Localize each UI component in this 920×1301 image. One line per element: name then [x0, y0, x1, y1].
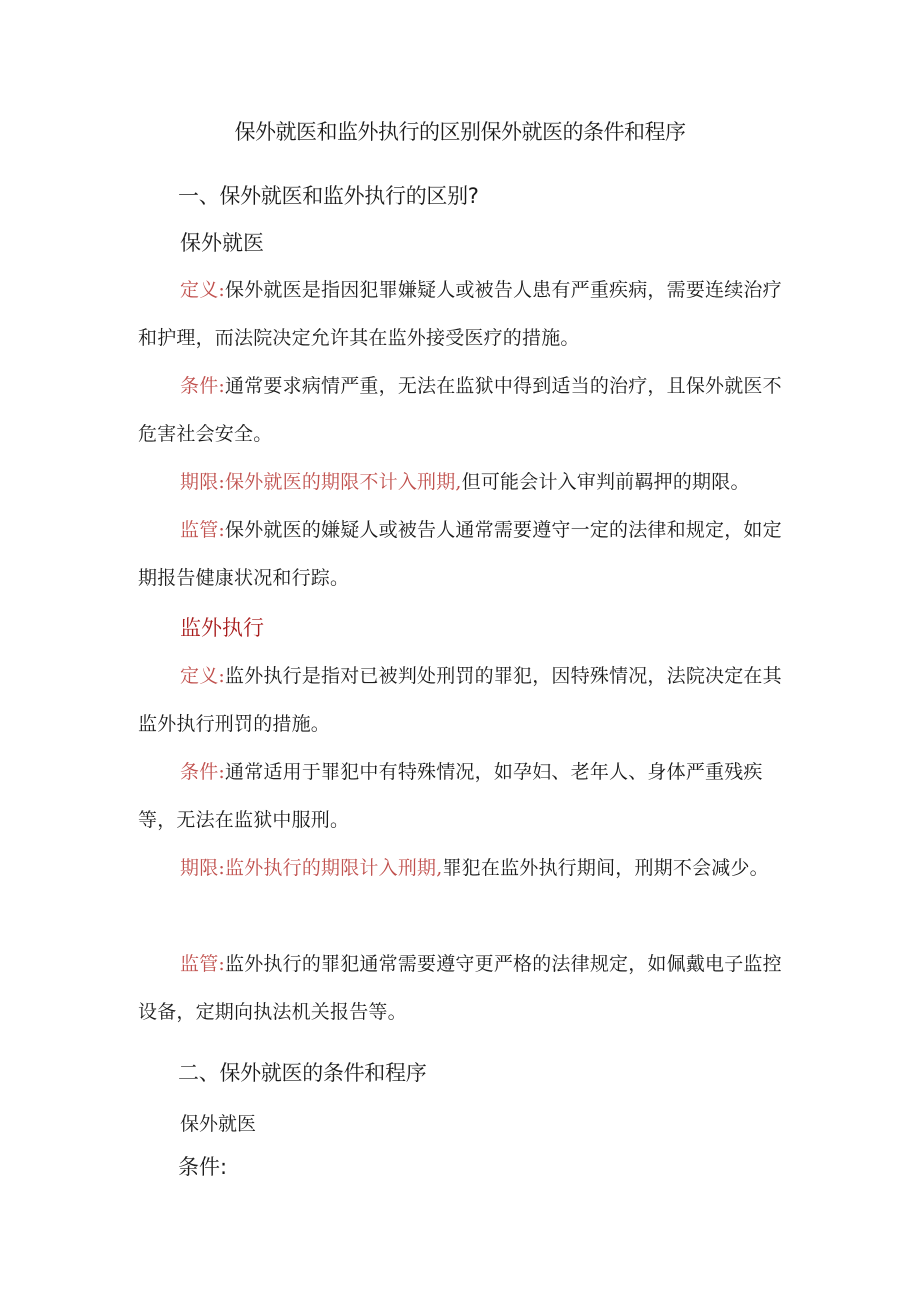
condition-label: 条件:	[180, 761, 226, 783]
baowai-term	[138, 458, 818, 506]
supervision-label: 监管:	[180, 519, 226, 541]
jianwai-term	[138, 844, 798, 892]
definition-text: 保外就医是指因犯罪嫌疑人或被告人患有严重疾病，需要连续治疗和护理，而法院决定允许其在监外接受医疗的措施。	[138, 279, 782, 349]
baowai-condition	[138, 362, 798, 458]
definition-label: 定义:	[180, 279, 226, 301]
jianwai-definition	[138, 652, 798, 748]
section-2-condition-heading: 条件:	[178, 1155, 228, 1179]
baowai-heading: 保外就医	[180, 231, 264, 255]
term-label: 期限:	[180, 471, 226, 493]
definition-label: 定义:	[180, 665, 226, 687]
supervision-text: 保外就医的嫌疑人或被告人通常需要遵守一定的法律和规定，如定期报告健康状况和行踪。	[138, 519, 782, 589]
term-text: 罪犯在监外执行期间，刑期不会减少。	[442, 857, 769, 879]
term-highlight: 保外就医的期限不计入刑期,	[225, 471, 462, 493]
supervision-label: 监管:	[180, 953, 226, 975]
jianwai-heading: 监外执行	[180, 616, 264, 640]
condition-text: 通常适用于罪犯中有特殊情况，如孕妇、老年人、身体严重残疾等，无法在监狱中服刑。	[138, 761, 763, 831]
term-text: 但可能会计入审判前羁押的期限。	[461, 471, 750, 493]
jianwai-condition	[138, 748, 798, 844]
baowai-supervision	[138, 506, 798, 602]
jianwai-supervision	[138, 940, 798, 1036]
section-2-subheading: 保外就医	[180, 1113, 257, 1135]
supervision-text: 监外执行的罪犯通常需要遵守更严格的法律规定，如佩戴电子监控设备，定期向执法机关报告等。	[138, 953, 782, 1023]
term-label: 期限:	[180, 857, 226, 879]
document-title: 保外就医和监外执行的区别保外就医的条件和程序	[234, 120, 686, 144]
baowai-definition	[138, 266, 798, 362]
condition-text: 通常要求病情严重，无法在监狱中得到适当的治疗，且保外就医不危害社会安全。	[138, 375, 782, 445]
definition-text: 监外执行是指对已被判处刑罚的罪犯，因特殊情况，法院决定在其监外执行刑罚的措施。	[138, 665, 782, 735]
term-highlight: 监外执行的期限计入刑期,	[225, 857, 443, 879]
section-1-heading: 一、保外就医和监外执行的区别?	[178, 184, 479, 208]
condition-label: 条件:	[180, 375, 226, 397]
section-2-heading: 二、保外就医的条件和程序	[178, 1061, 427, 1085]
